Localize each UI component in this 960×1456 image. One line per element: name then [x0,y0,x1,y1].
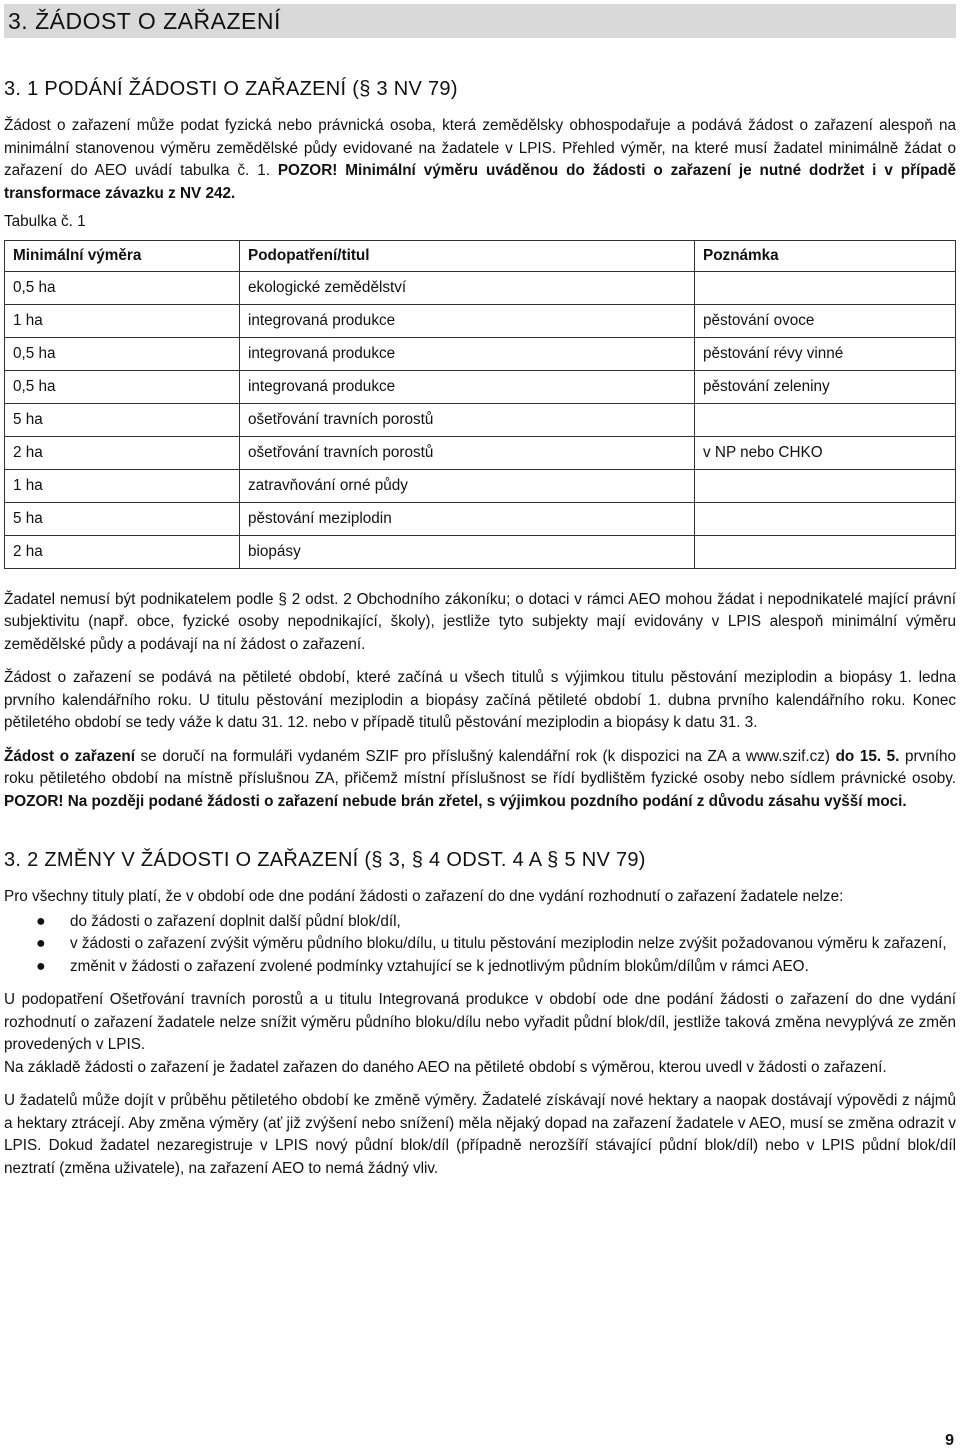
table-row [5,436,956,469]
table-row [5,337,956,370]
table-cell: biopásy [240,535,695,568]
table-cell: v NP nebo CHKO [695,436,956,469]
bullet-icon: ● [36,957,46,975]
table-cell: ošetřování travních porostů [240,403,695,436]
table-cell: pěstování zeleniny [695,370,956,403]
section-1-para-4 [4,746,956,814]
table-header-cell: Podopatření/titul [240,240,695,271]
table-row [5,469,956,502]
section-1-para-2: Žadatel nemusí být podnikatelem podle § 2 odst. 2 Obchodního zákoníku; o dotaci v rámci AEO mohou žádat i nepodnikatelé mající právní subjektivitu (např. obce, fyzické osoby nepodnikající, školy), jestliže tyto subjekty mají evidovány v LPIS alespoň minimální výměru zemědělské půdy a podávají na ní žádost o zařazení. [4,590,956,653]
table-cell: 0,5 ha [5,337,240,370]
bullet-icon: ● [36,935,46,952]
para-4-bold-a: Žádost o zařazení [4,747,135,765]
table-cell: pěstování révy vinné [695,337,956,370]
table-header-cell: Poznámka [695,240,956,271]
table-cell: 5 ha [5,502,240,535]
table-cell: ošetřování travních porostů [240,436,695,469]
table-cell [695,535,956,568]
intro-text: Žádost o zařazení může podat fyzická nebo právnická osoba, která zemědělsky obhospodařuje a podává žádost o zařazení alespoň na minimální stanovenou výměru zemědělské půdy evidované na žadatele v LPIS. Přehled výměr, na které musí žadatel minimálně žádat o zařazení do AEO uvádí tabulka č. 1. [4,117,956,179]
table-row [5,502,956,535]
page-number: 9 [945,1432,954,1449]
section-2-para-2: Na základě žádosti o zařazení je žadatel zařazen do daného AEO na pětileté období s výměrou, kterou uvedl v žádosti o zařazení. [4,1058,887,1076]
intro-bold-text: Minimální výměru uváděnou do žádosti o zařazení je nutné dodržet i v případě transformace závazku z NV 242. [4,162,956,202]
table-row [5,370,956,403]
table-cell [695,469,956,502]
para-4-text-b: prvního roku pětiletého období na místně příslušnou ZA, přičemž místní příslušnost se řídí bydlištěm fyzické osoby nebo sídlem právnické osoby. [4,747,956,787]
bullet-icon: ● [36,912,46,930]
para-4-bold-c: Na později podané žádosti o zařazení nebude brán zřetel, s výjimkou pozdního podání z důvodu zásahu vyšší moci. [63,792,907,810]
table-cell: pěstování meziplodin [240,502,695,535]
pozor-label: POZOR! [4,792,64,810]
table-caption: Tabulka č. 1 [4,213,86,230]
list-item: ● v žádosti o zařazení zvýšit výměru půdního bloku/dílu, u titulu pěstování meziplodin nelze zvýšit požadovanou výměru k zařazení, [4,933,956,956]
section-1-para-3: Žádost o zařazení se podává na pětileté období, které začíná u všech titulů s výjimkou titulu pěstování meziplodin a biopásy 1. ledna prvního kalendářního roku. U titulu pěstování meziplodin a biopásy začíná pětileté období 1. dubna prvního kalendářního roku. Konec pětiletého období se tedy váže k datu 31. 12. nebo v případě titulů pěstování meziplodin a biopásy k datu 31. 3. [4,669,956,731]
table-row [5,271,956,304]
table-cell [695,271,956,304]
table-cell: zatravňování orné půdy [240,469,695,502]
table-cell: pěstování ovoce [695,304,956,337]
table-cell: 5 ha [5,403,240,436]
table-cell: integrovaná produkce [240,304,695,337]
table-cell: 0,5 ha [5,370,240,403]
table-cell: integrovaná produkce [240,370,695,403]
section-2-intro: Pro všechny tituly platí, že v období ode dne podání žádosti o zařazení do dne vydání rozhodnutí o zařazení žadatele nelze: [4,888,844,905]
table-cell: 2 ha [5,436,240,469]
list-item: ● změnit v žádosti o zařazení zvolené podmínky vztahující se k jednotlivým půdním blokům/dílům v rámci AEO. [4,956,956,979]
table-cell: integrovaná produkce [240,337,695,370]
table-header-row [5,240,956,271]
table-cell: 0,5 ha [5,271,240,304]
table-cell [695,502,956,535]
list-item: ● do žádosti o zařazení doplnit další půdní blok/díl, [4,911,956,934]
section-2-para-3: U žadatelů může dojít v průběhu pětiletého období ke změně výměry. Žadatelé získávají nové hektary a naopak dostávají výpovědi z nájmů a hektary ztrácejí. Aby změna výměry (ať již zvýšení nebo snížení) měla nějaký dopad na zařazení žadatele v AEO, musí se změna odrazit v LPIS. Dokud žadatel nezaregistruje v LPIS nový půdní blok/díl (případně nerozšíří stávající půdní blok/díl) nebo v LPIS půdní blok/díl neztratí (změna uživatele), na zařazení AEO to nemá žádný vliv. [4,1092,956,1177]
table-cell: 1 ha [5,304,240,337]
para-4-bold-b: do 15. 5. [835,747,900,765]
section-2-para-1: U podopatření Ošetřování travních porostů a u titulu Integrovaná produkce v období ode dne podání žádosti o zařazení do dne vydání rozhodnutí o zařazení žadatele nelze snížit výměru půdního bloku/dílu nebo vyřadit půdní blok/díl, jestliže taková změna nevyplývá ze změn provedených v LPIS. [4,991,956,1053]
para-4-text-a: se doručí na formuláři vydaném SZIF pro příslušný kalendářní rok (k dispozici na ZA a www.szif.cz) [134,747,836,765]
table-row [5,304,956,337]
restriction-list [4,911,956,979]
pozor-label: POZOR! [277,162,338,179]
table-row [5,403,956,436]
minimum-area-table [4,240,956,569]
table-cell: 2 ha [5,535,240,568]
document-page [4,4,956,1180]
chapter-title: 3. ŽÁDOST O ZAŘAZENÍ [4,4,956,38]
section-1-intro [4,115,956,205]
section-1-title: 3. 1 PODÁNÍ ŽÁDOSTI O ZAŘAZENÍ (§ 3 NV 79) [4,78,458,100]
table-cell [695,403,956,436]
table-cell: ekologické zemědělství [240,271,695,304]
table-header-cell: Minimální výměra [5,240,240,271]
table-cell: 1 ha [5,469,240,502]
table-row [5,535,956,568]
section-2-title: 3. 2 ZMĚNY V ŽÁDOSTI O ZAŘAZENÍ (§ 3, § 4 ODST. 4 A § 5 NV 79) [4,849,646,871]
